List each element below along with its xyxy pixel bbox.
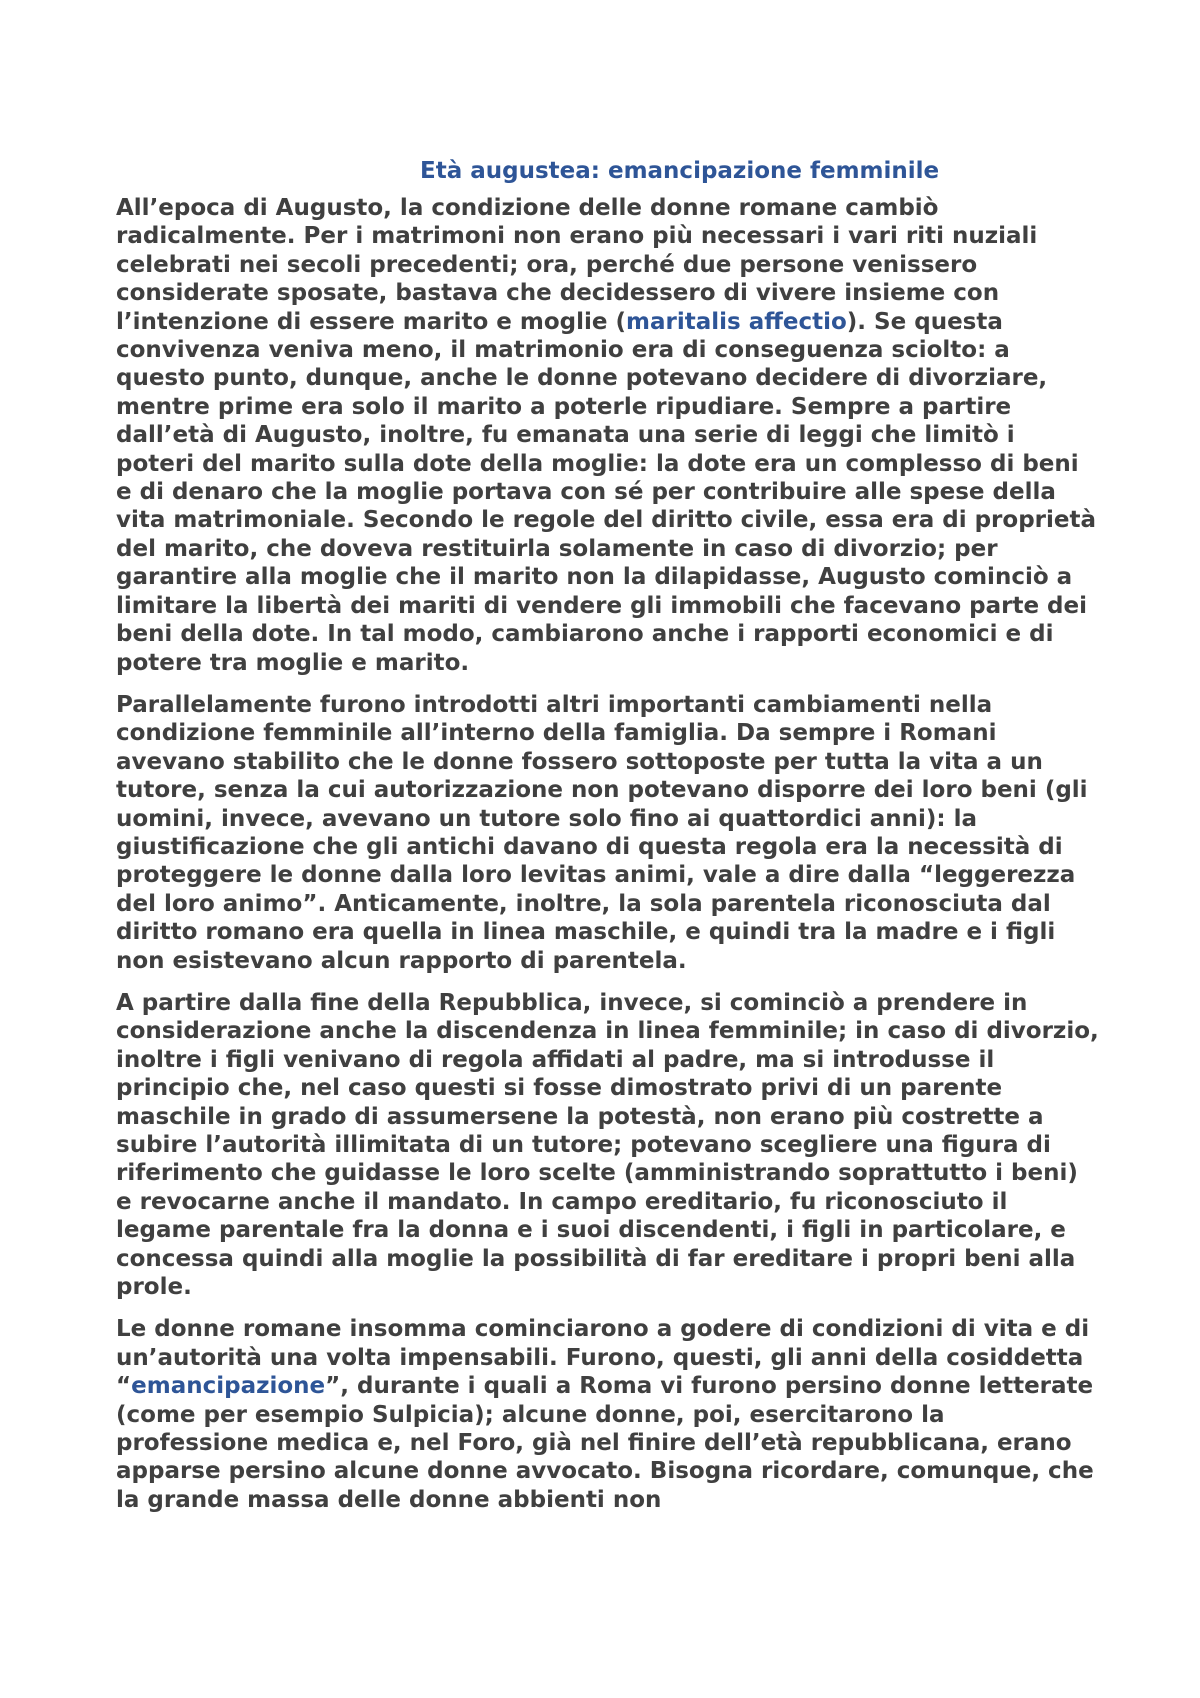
highlight-emancipazione: emancipazione	[131, 1373, 326, 1400]
paragraph-3: A partire dalla fine della Repubblica, invece, si cominciò a prendere in considerazione anche la discendenza in linea femminile; in caso di divorzio, inoltre i figli venivano di regola affidati al padre, ma si introdusse il principio che, nel caso questi si fosse dimostrato privi di un parente maschile in grado di assumersene la potestà, non erano più costrette a subire l’autorità illimitata di un tutore; potevano scegliere una figura di riferimento che guidasse le loro scelte (amministrando soprattutto i beni) e revocarne anche il mandato. In campo ereditario, fu riconosciuto il legame parentale fra la donna e i suoi discendenti, i figli in particolare, e concessa quindi alla moglie la possibilità di far ereditare i propri beni alla prole.	[116, 989, 1099, 1301]
paragraph-1-text-a: All’epoca di Augusto, la condizione delle donne romane cambiò radicalmente. Per i matrimoni non erano più necessari i vari riti nuziali celebrati nei secoli precedenti; ora, perché due persone venissero considerate sposate, bastava che decidessero di vivere insieme con l’intenzione di essere marito e moglie (	[116, 195, 1038, 335]
page-title: Età augustea: emancipazione femminile	[420, 158, 940, 184]
paragraph-4-text-a: Le donne romane insomma cominciarono a godere di condizioni di vita e di un’autorità una volta impensabili. Furono, questi, gli anni della cosiddetta “	[116, 1316, 1090, 1400]
paragraph-2: Parallelamente furono introdotti altri importanti cambiamenti nella condizione femminile all’interno della famiglia. Da sempre i Romani avevano stabilito che le donne fossero sottoposte per tutta la vita a un tutore, senza la cui autorizzazione non potevano disporre dei loro beni (gli uomini, invece, avevano un tutore solo fino ai quattordici anni): la giustificazione che gli antichi davano di questa regola era la necessità di proteggere le donne dalla loro levitas animi, vale a dire dalla “leggerezza del loro animo”. Anticamente, inoltre, la sola parentela riconosciuta dal diritto romano era quella in linea maschile, e quindi tra la madre e i figli non esistevano alcun rapporto di parentela.	[116, 691, 1088, 974]
paragraph-1-text-b: ). Se questa convivenza veniva meno, il matrimonio era di conseguenza sciolto: a questo punto, dunque, anche le donne potevano decidere di divorziare, mentre prime era solo il marito a poterle ripudiare. Sempre a partire dall’età di Augusto, inoltre, fu emanata una serie di leggi che limitò i poteri del marito sulla dote della moglie: la dote era un complesso di beni e di denaro che la moglie portava con sé per contribuire alle spese della vita matrimoniale. Secondo le regole del diritto civile, essa era di proprietà del marito, che doveva restituirla solamente in caso di divorzio; per garantire alla moglie che il marito non la dilapidasse, Augusto cominciò a limitare la libertà dei mariti di vendere gli immobili che facevano parte dei beni della dote. In tal modo, cambiarono anche i rapporti economici e di potere tra moglie e marito.	[116, 308, 1097, 676]
paragraph-4-text-b: ”, durante i quali a Roma vi furono persino donne letterate (come per esempio Sulpicia); alcune donne, poi, esercitarono la professione medica e, nel Foro, già nel finire dell’età repubblicana, erano apparse persino alcune donne avvocato. Bisogna ricordare, comunque, che la grande massa delle donne abbienti non	[116, 1373, 1094, 1513]
highlight-maritalis-affectio: maritalis affectio	[626, 308, 847, 335]
document-page	[116, 156, 1100, 1528]
paragraph-4	[116, 1315, 1100, 1514]
paragraph-1	[116, 194, 1100, 677]
